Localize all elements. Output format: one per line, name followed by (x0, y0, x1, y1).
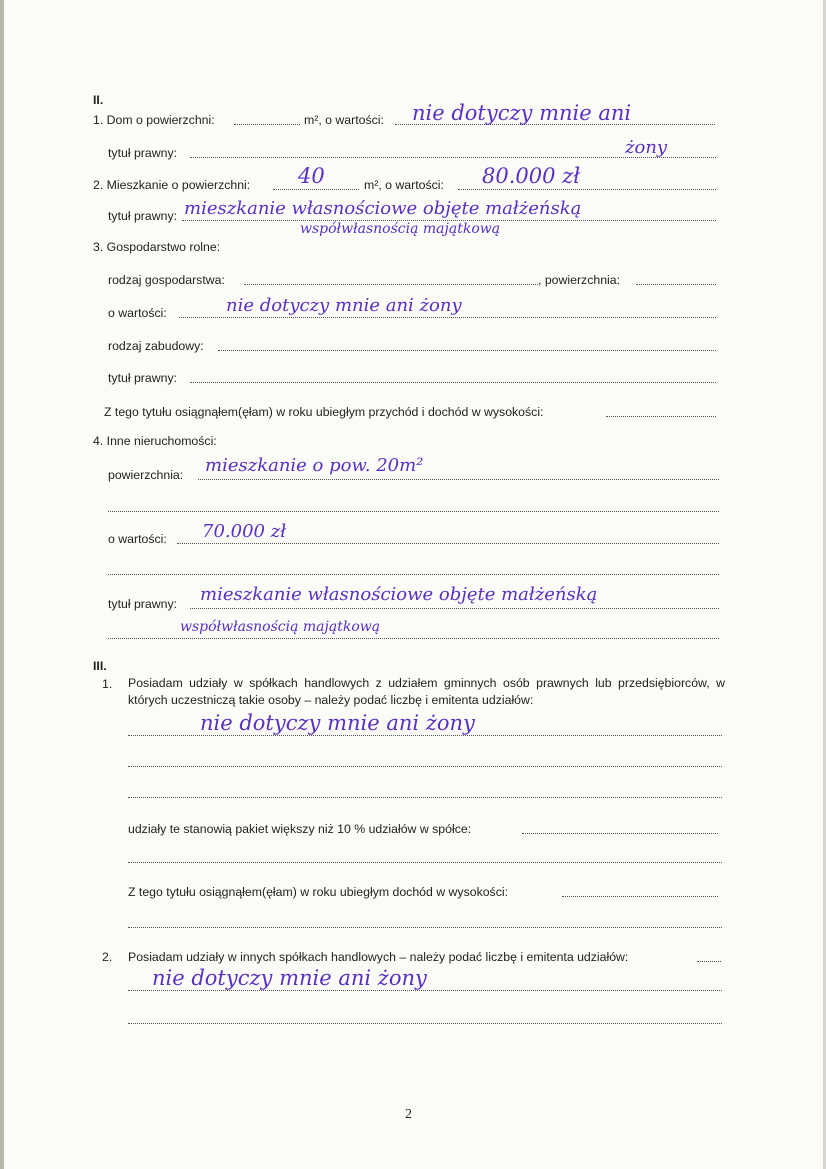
flat-unit-label: m², o wartości: (364, 178, 444, 192)
shares-item2-field-1[interactable] (128, 990, 722, 991)
flat-value-handwriting: 80.000 zł (482, 164, 581, 188)
farm-value-label: o wartości: (108, 306, 167, 320)
farm-value-handwriting: nie dotyczy mnie ani żony (226, 295, 462, 316)
shares-packet-field-2[interactable] (128, 862, 722, 863)
farm-buildings-field[interactable] (218, 350, 716, 351)
shares-income-label: Z tego tytułu osiągnąłem(ęłam) w roku ubiegłym dochód w wysokości: (128, 885, 509, 899)
shares-item1-field-1[interactable] (128, 735, 722, 736)
flat-value-field[interactable] (458, 189, 716, 190)
shares-item1-text: Posiadam udziały w spółkach handlowych z udziałem gminnych osób prawnych lub przedsiębiorców, w których uczestniczą takie osoby – należy podać liczbę i emitenta udziałów: (128, 676, 725, 707)
farm-title-field[interactable] (190, 382, 716, 383)
house-area-label: 1. Dom o powierzchni: (93, 113, 215, 127)
farm-label: 3. Gospodarstwo rolne: (93, 240, 221, 254)
other-area-label: powierzchnia: (108, 468, 184, 482)
section-iii-heading: III. (93, 659, 107, 673)
page-number: 2 (405, 1107, 412, 1122)
shares-item1-field-3[interactable] (128, 797, 722, 798)
other-value-field[interactable] (177, 543, 719, 544)
other-value-field-2[interactable] (108, 574, 719, 575)
farm-type-label: rodzaj gospodarstwa: (108, 273, 225, 287)
house-title-label: tytuł prawny: (108, 146, 178, 160)
shares-packet-label: udziały te stanowią pakiet większy niż 10 % udziałów w spółce: (128, 822, 472, 836)
flat-area-field[interactable] (273, 189, 359, 190)
shares-item1-handwriting: nie dotyczy mnie ani żony (200, 711, 475, 735)
shares-income-field-2[interactable] (128, 927, 722, 928)
farm-title-label: tytuł prawny: (108, 371, 178, 385)
other-value-label: o wartości: (108, 532, 167, 546)
other-value-handwriting: 70.000 zł (202, 521, 287, 542)
farm-area-label: , powierzchnia: (538, 273, 621, 287)
scan-left-edge (0, 0, 4, 1169)
shares-item1-number: 1. (102, 677, 113, 691)
farm-income-field[interactable] (606, 416, 716, 417)
other-title-label: tytuł prawny: (108, 597, 178, 611)
farm-buildings-label: rodzaj zabudowy: (108, 339, 204, 353)
house-area-field[interactable] (234, 124, 300, 125)
shares-packet-field[interactable] (522, 833, 718, 834)
farm-type-field[interactable] (244, 284, 538, 285)
farm-value-field[interactable] (179, 317, 716, 318)
flat-title-handwriting-2: współwłasnością majątkową (300, 221, 501, 237)
shares-item2-field-2[interactable] (128, 1023, 722, 1024)
flat-area-handwriting: 40 (298, 164, 325, 188)
other-area-handwriting: mieszkanie o pow. 20m² (205, 455, 424, 476)
other-property-label: 4. Inne nieruchomości: (93, 434, 217, 448)
house-value-handwriting: nie dotyczy mnie ani (412, 101, 632, 125)
other-title-field-2[interactable] (108, 638, 719, 639)
other-area-field[interactable] (198, 479, 719, 480)
other-area-field-2[interactable] (108, 511, 719, 512)
shares-item2-number: 2. (102, 950, 113, 964)
other-title-handwriting-2: współwłasnością majątkową (180, 619, 381, 635)
shares-item2-handwriting: nie dotyczy mnie ani żony (152, 966, 427, 990)
shares-income-field[interactable] (562, 896, 718, 897)
other-title-field[interactable] (190, 608, 719, 609)
shares-item2-text: Posiadam udziały w innych spółkach handlowych – należy podać liczbę i emitenta udziałów: (128, 950, 629, 964)
shares-item1-field-2[interactable] (128, 766, 722, 767)
farm-area-field[interactable] (636, 284, 716, 285)
section-ii-heading: II. (93, 93, 104, 107)
other-title-handwriting-1: mieszkanie własnościowe objęte małżeńską (200, 584, 598, 605)
flat-area-label: 2. Mieszkanie o powierzchni: (93, 178, 251, 192)
flat-title-handwriting-1: mieszkanie własnościowe objęte małżeńską (184, 198, 582, 219)
shares-item2-field-inline[interactable] (697, 961, 721, 962)
farm-income-label: Z tego tytułu osiągnąłem(ęłam) w roku ubiegłym przychód i dochód w wysokości: (104, 405, 544, 419)
house-title-handwriting: żony (625, 137, 668, 158)
flat-title-label: tytuł prawny: (108, 209, 178, 223)
house-unit-label: m², o wartości: (304, 113, 384, 127)
